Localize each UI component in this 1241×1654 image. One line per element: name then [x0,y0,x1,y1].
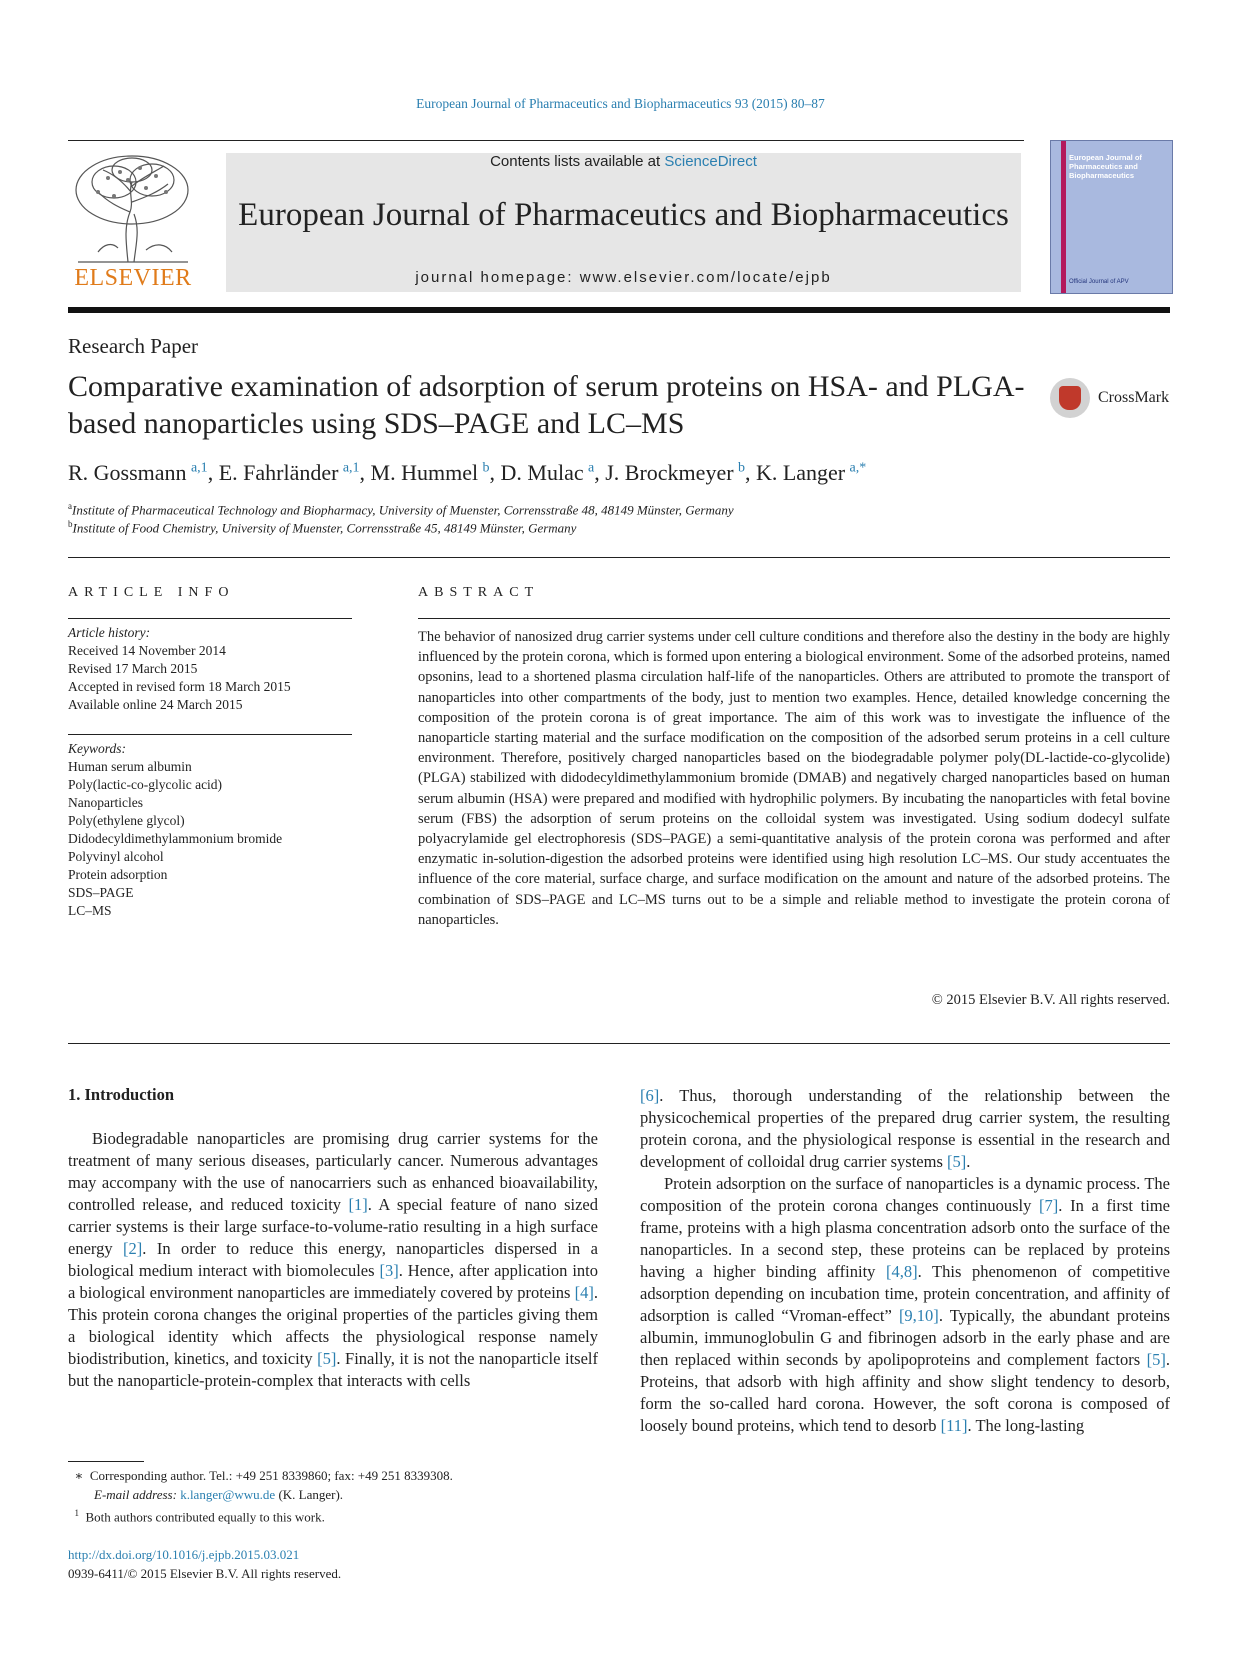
journal-cover-thumbnail[interactable] [1050,140,1173,294]
body-column-right [640,1085,1170,1437]
paragraph-text: Biodegradable nanoparticles are promising drug carrier systems for the treatment of many serious diseases, particularly cancer. Numerous advantages may accompany with the use of nanocarriers such as enhanced bioavailability, controlled release, and reduced toxicity [68,1129,598,1214]
elsevier-wordmark: ELSEVIER [74,265,192,291]
sciencedirect-link[interactable]: ScienceDirect [664,153,757,170]
header-thick-rule [68,307,1170,313]
article-info-heading: ARTICLE INFO [68,585,235,600]
paragraph-text: . The long-lasting [967,1416,1085,1435]
author-affiliation-link[interactable]: b [482,460,490,476]
author-name: D. Mulac [500,460,584,485]
author-name: J. Brockmeyer [605,460,734,485]
elsevier-logo [68,152,198,292]
keyword: Didodecyldimethylammonium bromide [68,831,283,846]
reference-link[interactable]: [4,8] [886,1262,918,1281]
author-affiliation-link[interactable]: a,1 [342,460,360,476]
email-suffix: (K. Langer). [275,1487,344,1502]
section-divider [68,557,1170,558]
header-rule [68,140,1024,141]
crossmark-button[interactable] [1050,378,1175,422]
reference-link[interactable]: [3] [379,1261,399,1280]
email-label: E-mail address: [94,1487,181,1502]
abstract-rule [418,618,1170,619]
abstract-text: The behavior of nanosized drug carrier systems under cell culture conditions and therefore also the destiny in the body are highly influenced by the protein corona, which is formed upon entering a biological environment. Some of the adsorbed proteins, named opsonins, lead to a shortened plasma circulation half-life of the nanoparticles. Others are attributed to promote the transport of nanoparticles into other compartments of the body, just to mention two examples. Hence, detailed knowledge concerning the composition of the protein corona is of great importance. The aim of this work was to investigate the influence of the nanoparticle starting material and the surface modification on the composition of the adsorbed serum proteins in a cell culture environment. Therefore, positively charged nanoparticles based on the biodegradable polymer poly(DL-lactide-co-glycolide) (PLGA) stabilized with didodecyldimethylammonium bromide (DMAB) and negatively charged nanoparticles based on human serum albumin (HSA) were prepared and modified with hydrophilic polymers. By incubating the nanoparticles with fetal bovine serum (FBS) the adsorption of serum proteins on the colloidal system was investigated. Using sodium dodecyl sulfate polyacrylamide gel electrophoresis (SDS–PAGE) a semi-quantitative analysis of the protein corona was performed and after enzymatic in-solution-digestion the adsorbed proteins were identified using high resolution LC–MS. Our study accentuates the influence of the core material, surface charge, and surface modification on the amount and nature of the adsorbed proteins. The combination of SDS–PAGE and LC–MS turns out to be a simple and reliable method to investigate the protein corona of nanoparticles. [418,629,1170,928]
keyword: Poly(lactic-co-glycolic acid) [68,777,223,792]
affiliation-mark: b [68,519,73,529]
author-name: E. Fahrländer [218,460,339,485]
footer [68,1545,598,1583]
reference-link[interactable]: [11] [940,1416,968,1435]
issn-line: 0939-6411/© 2015 Elsevier B.V. All rights reserved. [68,1566,342,1581]
reference-link[interactable]: [5] [947,1152,967,1171]
contents-prefix: Contents lists available at [490,153,665,170]
info-rule [68,734,352,735]
cover-footer: Official Journal of APV [1069,279,1129,285]
affiliation-text: Institute of Pharmaceutical Technology and Biopharmacy, University of Muenster, Corrensstraße 48, 48149 Münster, Germany [72,502,734,518]
equal-text: Both authors contributed equally to this work. [85,1509,325,1525]
footnotes [68,1466,598,1526]
doi-link[interactable]: http://dx.doi.org/10.1016/j.ejpb.2015.03.021 [68,1547,300,1562]
paragraph [640,1085,1170,1173]
abstract-copyright: © 2015 Elsevier B.V. All rights reserved. [931,992,1170,1008]
affiliation-b [68,519,1170,536]
paragraph-text: . In a first time frame, proteins with a high plasma concentration adsorb onto the surface of the nanoparticles. In a second step, these proteins can be replaced by proteins having a higher binding affinity [640,1196,1170,1281]
reference-link[interactable]: [5] [317,1349,337,1368]
history-revised: Revised 17 March 2015 [68,661,198,676]
article-type: Research Paper [68,334,199,358]
footnote-equal: $^1$ Both authors contributed equally to this work. [74,1508,325,1525]
footnote-email [68,1485,598,1504]
paragraph-text: . Finally, it is not the nanoparticle itself but the nanoparticle-protein-complex that interacts with cells [68,1349,598,1390]
section-heading-introduction: 1. Introduction [68,1085,175,1104]
paragraph [68,1128,598,1392]
crossmark-label: CrossMark [1098,389,1170,406]
tree-icon [68,152,198,264]
reference-link[interactable]: [1] [348,1195,368,1214]
abstract-heading: ABSTRACT [418,585,540,600]
journal-name: European Journal of Pharmaceutics and Biopharmaceutics [238,197,1009,233]
paragraph-text: . Typically, the abundant proteins albumin, immunoglobulin G and fibrinogen adsorb in the early phase and are then replaced within seconds by apolipoproteins and complement factors [640,1306,1170,1369]
author-affiliation-link[interactable]: b [737,460,745,476]
author-affiliation-link[interactable]: a,* [849,460,867,476]
article-history [68,624,352,714]
history-accepted: Accepted in revised form 18 March 2015 [68,679,291,694]
paragraph-text: . Thus, thorough understanding of the relationship between the physicochemical properties of the prepared drug carrier system, the resulting protein corona, and the physiological response is essential in the research and development of colloidal drug carrier systems [640,1086,1170,1171]
keywords-label: Keywords: [68,741,126,756]
corresponding-text: Corresponding author. Tel.: +49 251 8339860; fax: +49 251 8339308. [89,1468,453,1483]
reference-link[interactable]: [7] [1039,1196,1059,1215]
keyword: Polyvinyl alcohol [68,849,164,864]
author-list: R. Gossmann $^{a,1}$, E. Fahrländer $^{a,1}$, M. Hummel $^b$, D. Mulac $^a$, J. Brockmeyer $^b$, K. Langer $^{a,*}$ [68,460,867,485]
footnote-rule [68,1461,144,1462]
info-rule [68,618,352,619]
body-divider [68,1043,1170,1044]
affiliation-a [68,501,1170,518]
keyword: Poly(ethylene glycol) [68,813,185,828]
author-affiliation-link[interactable]: a,1 [190,460,208,476]
affiliation-mark: a [68,501,72,511]
affiliation-text: Institute of Food Chemistry, University of Muenster, Corrensstraße 45, 48149 Münster, Germany [72,520,577,536]
history-label: Article history: [68,625,151,640]
crossmark-icon [1050,378,1090,418]
author-name: K. Langer [755,460,846,485]
cover-title: European Journal of Pharmaceutics and Biopharmaceutics [1069,153,1142,180]
reference-link[interactable]: [5] [1146,1350,1166,1369]
contents-line [226,153,1021,170]
paragraph [640,1173,1170,1437]
reference-link[interactable]: [6] [640,1086,660,1105]
history-online: Available online 24 March 2015 [68,697,243,712]
paragraph-text: . A special feature of nano sized carrier systems is their large surface-to-volume-ratio resulting in a high surface energy [68,1195,599,1258]
body-column-left [68,1128,598,1392]
email-link[interactable]: k.langer@wwu.de [180,1487,276,1502]
journal-homepage-link[interactable]: journal homepage: www.elsevier.com/locate/ejpb [415,269,832,286]
paragraph-text: . Proteins, that adsorb with high affinity and show slight tendency to desorb, form the so-called hard corona. However, the soft corona is composed of loosely bound proteins, which tend to desorb [640,1350,1170,1435]
journal-citation-link[interactable]: European Journal of Pharmaceutics and Biopharmaceutics 93 (2015) 80–87 [416,96,825,111]
author-affiliation-link[interactable]: a [588,460,595,476]
paragraph-text: . This protein corona changes the original properties of the particles giving them a biological identity which affects the physiological response namely biodistribution, kinetics, and toxicity [68,1283,598,1368]
keyword: Protein adsorption [68,867,168,882]
paragraph-text: . This phenomenon of competitive adsorption depending on incubation time, protein concentration, and affinity of adsorption is called “Vroman-effect” [640,1262,1170,1325]
paragraph-text: . In order to reduce this energy, nanoparticles dispersed in a biological medium interact with biomolecules [68,1239,598,1280]
reference-link[interactable]: [9,10] [898,1306,939,1325]
article-title: Comparative examination of adsorption of serum proteins on HSA- and PLGA-based nanoparticles using SDS–PAGE and LC–MS [68,370,1025,440]
cover-stripe [1061,141,1066,293]
keywords [68,740,352,920]
keyword: SDS–PAGE [68,885,134,900]
journal-banner [226,153,1021,292]
paragraph-text: . [966,1152,971,1171]
keyword: LC–MS [68,903,112,918]
reference-link[interactable]: [4] [574,1283,594,1302]
paragraph-text: . Hence, after application into a biological environment nanoparticles are immediately covered by proteins [68,1261,598,1302]
keyword: Nanoparticles [68,795,143,810]
keyword: Human serum albumin [68,759,192,774]
author-name: R. Gossmann [68,460,187,485]
author-name: M. Hummel [370,460,479,485]
history-received: Received 14 November 2014 [68,643,226,658]
paragraph-text: Protein adsorption on the surface of nanoparticles is a dynamic process. The composition of the protein corona changes continuously [640,1174,1170,1215]
footnote-corresponding: ∗ Corresponding author. Tel.: +49 251 8339860; fax: +49 251 8339308. [68,1468,453,1483]
reference-link[interactable]: [2] [123,1239,143,1258]
